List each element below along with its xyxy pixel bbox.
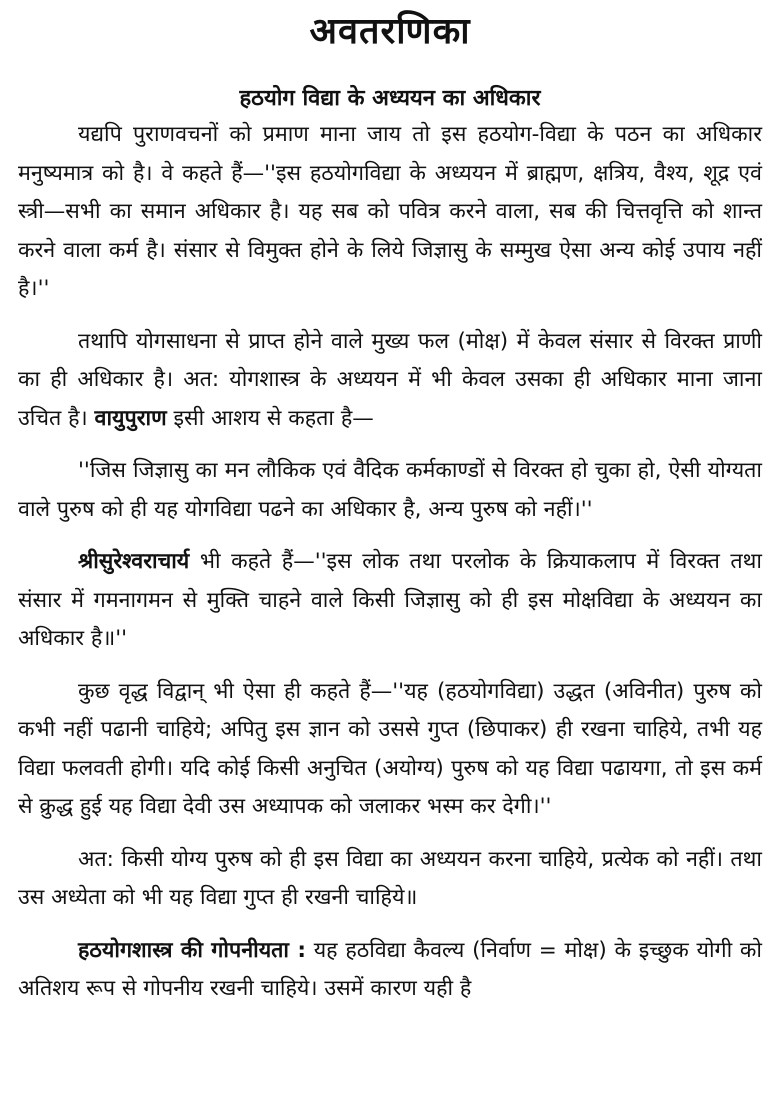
source-vayupurana: वायुपुराण [94,405,167,431]
paragraph-2 [18,323,762,439]
page-title: अवतरणिका [309,11,471,52]
paragraph-1: यद्यपि पुराणवचनों को प्रमाण माना जाय तो इस हठयोग-विद्या के पठन का अधिकार मनुष्यमात्र को है। वे कहते हैं—''इस हठयोगविद्या के अध्ययन में ब्राह्मण, क्षत्रिय, वैश्य, शूद्र एवं स्त्री—सभी का समान अधिकार है। यह सब को पवित्र करने वाला, सब की चित्तवृत्ति को शान्त करने वाला कर्म है। संसार से विमुक्त होने के लिये जिज्ञासु के सम्मुख ऐसा अन्य कोई उपाय नहीं है।'' [18,122,762,301]
paragraph-4-text: भी कहते हैं—''इस लोक तथा परलोक के क्रियाकलाप में विरक्त तथा संसार में गमनागमन से मुक्ति चाहने वाले किसी जिज्ञासु को ही इस मोक्षविद्या के अध्ययन का अधिकार है॥'' [18,549,762,651]
paragraph-2-tail: इसी आशय से कहता है— [173,405,374,431]
paragraph-7-text: यह हठविद्या कैवल्य (निर्वाण = मोक्ष) के इच्छुक योगी को अतिशय रूप से गोपनीय रखनी चाहिये। उसमें कारण यही है [18,937,762,1001]
document-page [0,4,780,1112]
paragraph-7 [18,932,762,1009]
paragraph-3-quote: ''जिस जिज्ञासु का मन लौकिक एवं वैदिक कर्मकाण्डों से विरक्त हो चुका हो, ऐसी योग्यता वाले पुरुष को ही यह योगविद्या पढने का अधिकार है, अन्य पुरुष को नहीं।'' [18,458,762,522]
source-sureshvaracharya: श्रीसुरेश्वराचार्य [78,549,190,574]
paragraph-6: अत: किसी योग्य पुरुष को ही इस विद्या का अध्ययन करना चाहिये, प्रत्येक को नहीं। तथा उस अध्येता को भी यह विद्या गुप्त ही रखनी चाहिये॥ [18,846,762,910]
section-secrecy-heading: हठयोगशास्त्र की गोपनीयता : [78,937,306,963]
section-heading: हठयोग विद्या के अध्ययन का अधिकार [239,86,541,111]
paragraph-4 [18,543,762,659]
paragraph-2-text: तथापि योगसाधना से प्राप्त होने वाले मुख्य फल (मोक्ष) में केवल संसार से विरक्त प्राणी का ही अधिकार है। अत: योगशास्त्र के अध्ययन में भी केवल उसका ही अधिकार माना जाना उचित है। [18,328,762,431]
paragraph-5: कुछ वृद्ध विद्वान् भी ऐसा ही कहते हैं—''यह (हठयोगविद्या) उद्धत (अविनीत) पुरुष को कभी नहीं पढानी चाहिये; अपितु इस ज्ञान को उससे गुप्त (छिपाकर) ही रखना चाहिये, तभी यह विद्या फलवती होगी। यदि कोई किसी अनुचित (अयोग्य) पुरुष को यह विद्या पढायगा, तो इस कर्म से क्रुद्ध हुई यह विद्या देवी उस अध्यापक को जलाकर भस्म कर देगी।'' [18,678,762,819]
